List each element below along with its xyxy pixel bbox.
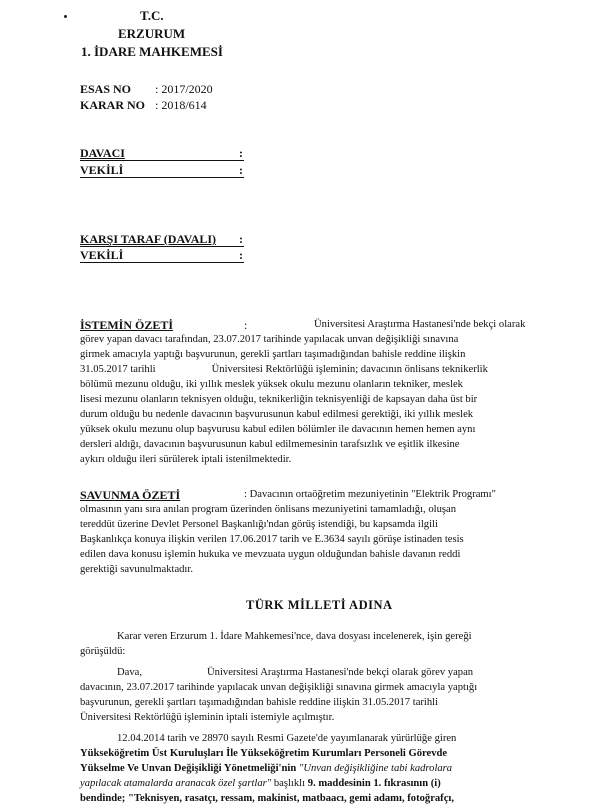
body-line: görüşüldü:: [80, 646, 126, 657]
istem-line: görev yapan davacı tarafından, 23.07.2017 tarihinde yapılacak unvan değişikliği sınavına: [80, 334, 459, 345]
regulation-name: Yükselme Ve Unvan Değişikliği Yönetmeliği'nin: [80, 763, 297, 774]
karsi-taraf-colon: :: [239, 232, 243, 246]
istem-line: aykırı olduğu ileri sürülerek iptali istenilmektedir.: [80, 454, 292, 465]
davaci-vekili-colon: :: [239, 163, 243, 177]
karsi-taraf-label: KARŞI TARAF (DAVALI): [80, 232, 217, 246]
istem-line-date: 31.05.2017 tarihli: [80, 364, 156, 375]
davaci-underline: [80, 160, 244, 161]
davaci-label: DAVACI: [80, 146, 125, 160]
header-court: 1. İDARE MAHKEMESİ: [81, 44, 223, 59]
body-line: Üniversitesi Araştırma Hastanesi'nde bekçi olarak görev yapan: [207, 667, 474, 678]
regulation-heading: başlıklı: [273, 778, 306, 789]
header-city: ERZURUM: [118, 26, 186, 41]
istem-line: [80, 365, 488, 376]
header-tc: T.C.: [140, 8, 164, 23]
davaci-vekili-underline: [80, 177, 244, 178]
istem-line: yüksek okulu mezunu olup başvurusu kabul edilen bölümler ile davacının hemen hemen aynı: [80, 424, 476, 435]
savunma-line: tereddüt üzerine Devlet Personel Başkanlığı'ndan görüş istendiği, bu kapsamda ilgili: [80, 519, 438, 530]
body-line: 12.04.2014 tarih ve 28970 sayılı Resmi Gazete'de yayımlanarak yürürlüğe giren: [117, 733, 457, 744]
karar-value: : 2018/614: [155, 98, 207, 112]
karar-label: KARAR NO: [80, 98, 145, 112]
istem-line: durum olduğu bu nedenle davacının başvurusunun kabul edilmesi gerektiği, iki yıllık meslek: [80, 409, 474, 420]
davaci-vekili-label: VEKİLİ: [80, 163, 124, 177]
scan-speck: [64, 15, 67, 18]
karsi-vekili-underline: [80, 262, 244, 263]
esas-value: : 2017/2020: [155, 82, 213, 96]
karsi-taraf-underline: [80, 246, 244, 247]
body-line: [80, 779, 441, 790]
savunma-line: olmasının yanı sıra anılan program üzerinden önlisans mezuniyetini tamamladığı, oluşan: [80, 504, 456, 515]
davaci-colon: :: [239, 146, 243, 160]
istem-line-rest: Üniversitesi Rektörlüğü işleminin; davacının önlisans teknikerlik: [211, 364, 488, 375]
savunma-first-line: : Davacının ortaöğretim mezuniyetinin "Elektrik Programı": [244, 489, 496, 500]
regulation-article: 9. maddesinin 1. fıkrasının (i): [307, 778, 441, 789]
istem-line: bölümü mezunu olduğu, iki yıllık meslek yüksek okulu mezunu olanların tekniker, meslek: [80, 379, 463, 390]
istem-line: Üniversitesi Araştırma Hastanesi'nde bekçi olarak: [314, 319, 526, 330]
body-line: Üniversitesi Rektörlüğü işleminin iptali istemiyle açılmıştır.: [80, 712, 335, 723]
body-line: başvurunun, gerekli şartları taşımadığından bahisle reddine ilişkin 31.05.2017 tarihli: [80, 697, 439, 708]
savunma-line: edilen dava konusu işlemin hukuka ve mevzuata uygun olduğundan bahisle davanın reddi: [80, 549, 461, 560]
regulation-italic-cont: yapılacak atamalarda aranacak özel şartlar": [80, 778, 272, 789]
regulation-italic: "Unvan değişikliğine tabi kadrolara: [298, 763, 453, 774]
istem-label: İSTEMİN ÖZETİ: [80, 318, 174, 332]
istem-line: girmek amacıyla yaptığı başvurunun, gerekli şartları taşımadığından bahisle reddine ilişkin: [80, 349, 466, 360]
body-line: Karar veren Erzurum 1. İdare Mahkemesi'nce, dava dosyası incelenerek, işin gereği: [117, 631, 472, 642]
karsi-vekili-colon: :: [239, 248, 243, 262]
savunma-line: gerektiği savunulmaktadır.: [80, 564, 193, 575]
istem-line: lisesi mezunu olanların teknisyen olduğu, teknikerliğin teknisyenliği de kapsayan daha üst bir: [80, 394, 478, 405]
body-line-bold: Yükseköğretim Üst Kuruluşları İle Yükseköğretim Kurumları Personeli Görevde: [80, 748, 448, 759]
body-line-bold: bendinde; "Teknisyen, rasatçı, ressam, makinist, matbaacı, gemi adamı, fotoğrafçı,: [80, 793, 455, 804]
esas-label: ESAS NO: [80, 82, 132, 96]
body-line-start: Dava,: [117, 667, 142, 678]
body-line: [80, 764, 452, 775]
savunma-line: Başkanlıkça konuya ilişkin verilen 17.06.2017 tarih ve E.3634 sayılı görüşe istinaden tesis: [80, 534, 464, 545]
body-line: davacının, 23.07.2017 tarihinde yapılacak unvan değişikliği sınavına girmek amacıyla yaptığı: [80, 682, 478, 693]
istem-colon: :: [244, 318, 248, 332]
istem-line: dersleri aldığı, davacının başvurusunun kabul edilmemesinin tarafsızlık ve eşitlik ilkesine: [80, 439, 460, 450]
savunma-label: SAVUNMA ÖZETİ: [80, 488, 181, 502]
verdict-title: TÜRK MİLLETİ ADINA: [246, 598, 393, 612]
karsi-vekili-label: VEKİLİ: [80, 248, 124, 262]
